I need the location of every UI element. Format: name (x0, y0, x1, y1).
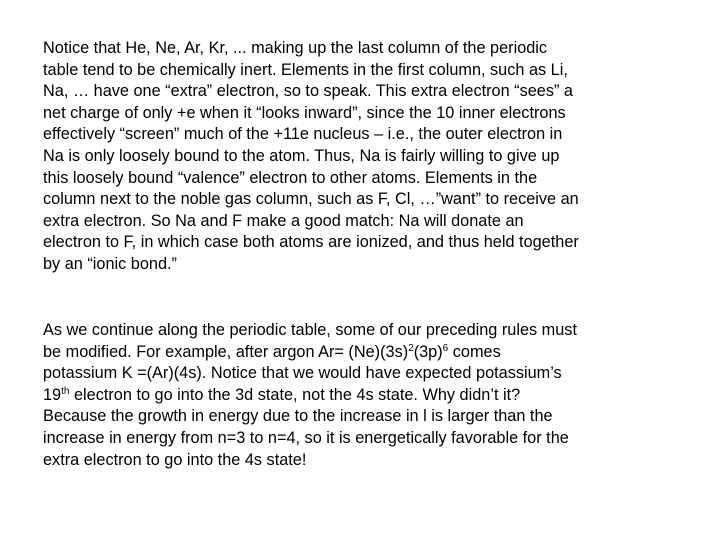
text-segment: (3p) (413, 342, 443, 361)
text-line: extra electron to go into the 4s state! (43, 450, 307, 469)
text-line-argon-configuration (43, 342, 653, 364)
text-line: As we continue along the periodic table, some of our preceding rules must (43, 321, 577, 339)
text-line: Because the growth in energy due to the increase in l is larger than the (43, 407, 553, 426)
text-line: extra electron. So Na and F make a good match: Na will donate an (43, 211, 524, 230)
text-line: column next to the noble gas column, such as F, Cl, …”want” to receive an (43, 190, 579, 209)
text-line: table tend to be chemically inert. Elements in the first column, such as Li, (43, 60, 568, 79)
text-line-19th-electron (43, 385, 653, 407)
superscript: 6 (442, 342, 449, 354)
text-line: Na is only loosely bound to the atom. Thus, Na is fairly willing to give up (43, 146, 560, 165)
text-segment: be modified. For example, after argon Ar= (Ne)(3s) (43, 342, 409, 361)
paragraph-noble-gases-ionic-bond (43, 38, 653, 276)
text-segment: comes (448, 342, 501, 361)
text-line: increase in energy from n=3 to n=4, so it is energetically favorable for the (43, 428, 569, 447)
text-line: electron to F, in which case both atoms are ionized, and thus held together (43, 233, 579, 252)
text-line: effectively “screen” much of the +11e nucleus – i.e., the outer electron in (43, 125, 563, 144)
text-segment: 19 (43, 385, 62, 404)
text-line: potassium K =(Ar)(4s). Notice that we would have expected potassium’s (43, 364, 562, 383)
superscript: th (61, 385, 70, 397)
paragraph-potassium-4s (43, 320, 653, 471)
text-line: this loosely bound “valence” electron to other atoms. Elements in the (43, 168, 538, 187)
superscript: 2 (408, 342, 414, 354)
text-segment: electron to go into the 3d state, not the 4s state. Why didn’t it? (69, 385, 521, 404)
text-line: net charge of only +e when it “looks inward”, since the 10 inner electrons (43, 103, 566, 122)
text-line: Notice that He, Ne, Ar, Kr, ... making up the last column of the periodic (43, 39, 548, 57)
text-line: Na, … have one “extra” electron, so to speak. This extra electron “sees” a (43, 82, 573, 101)
text-line: by an “ionic bond.” (43, 254, 177, 273)
